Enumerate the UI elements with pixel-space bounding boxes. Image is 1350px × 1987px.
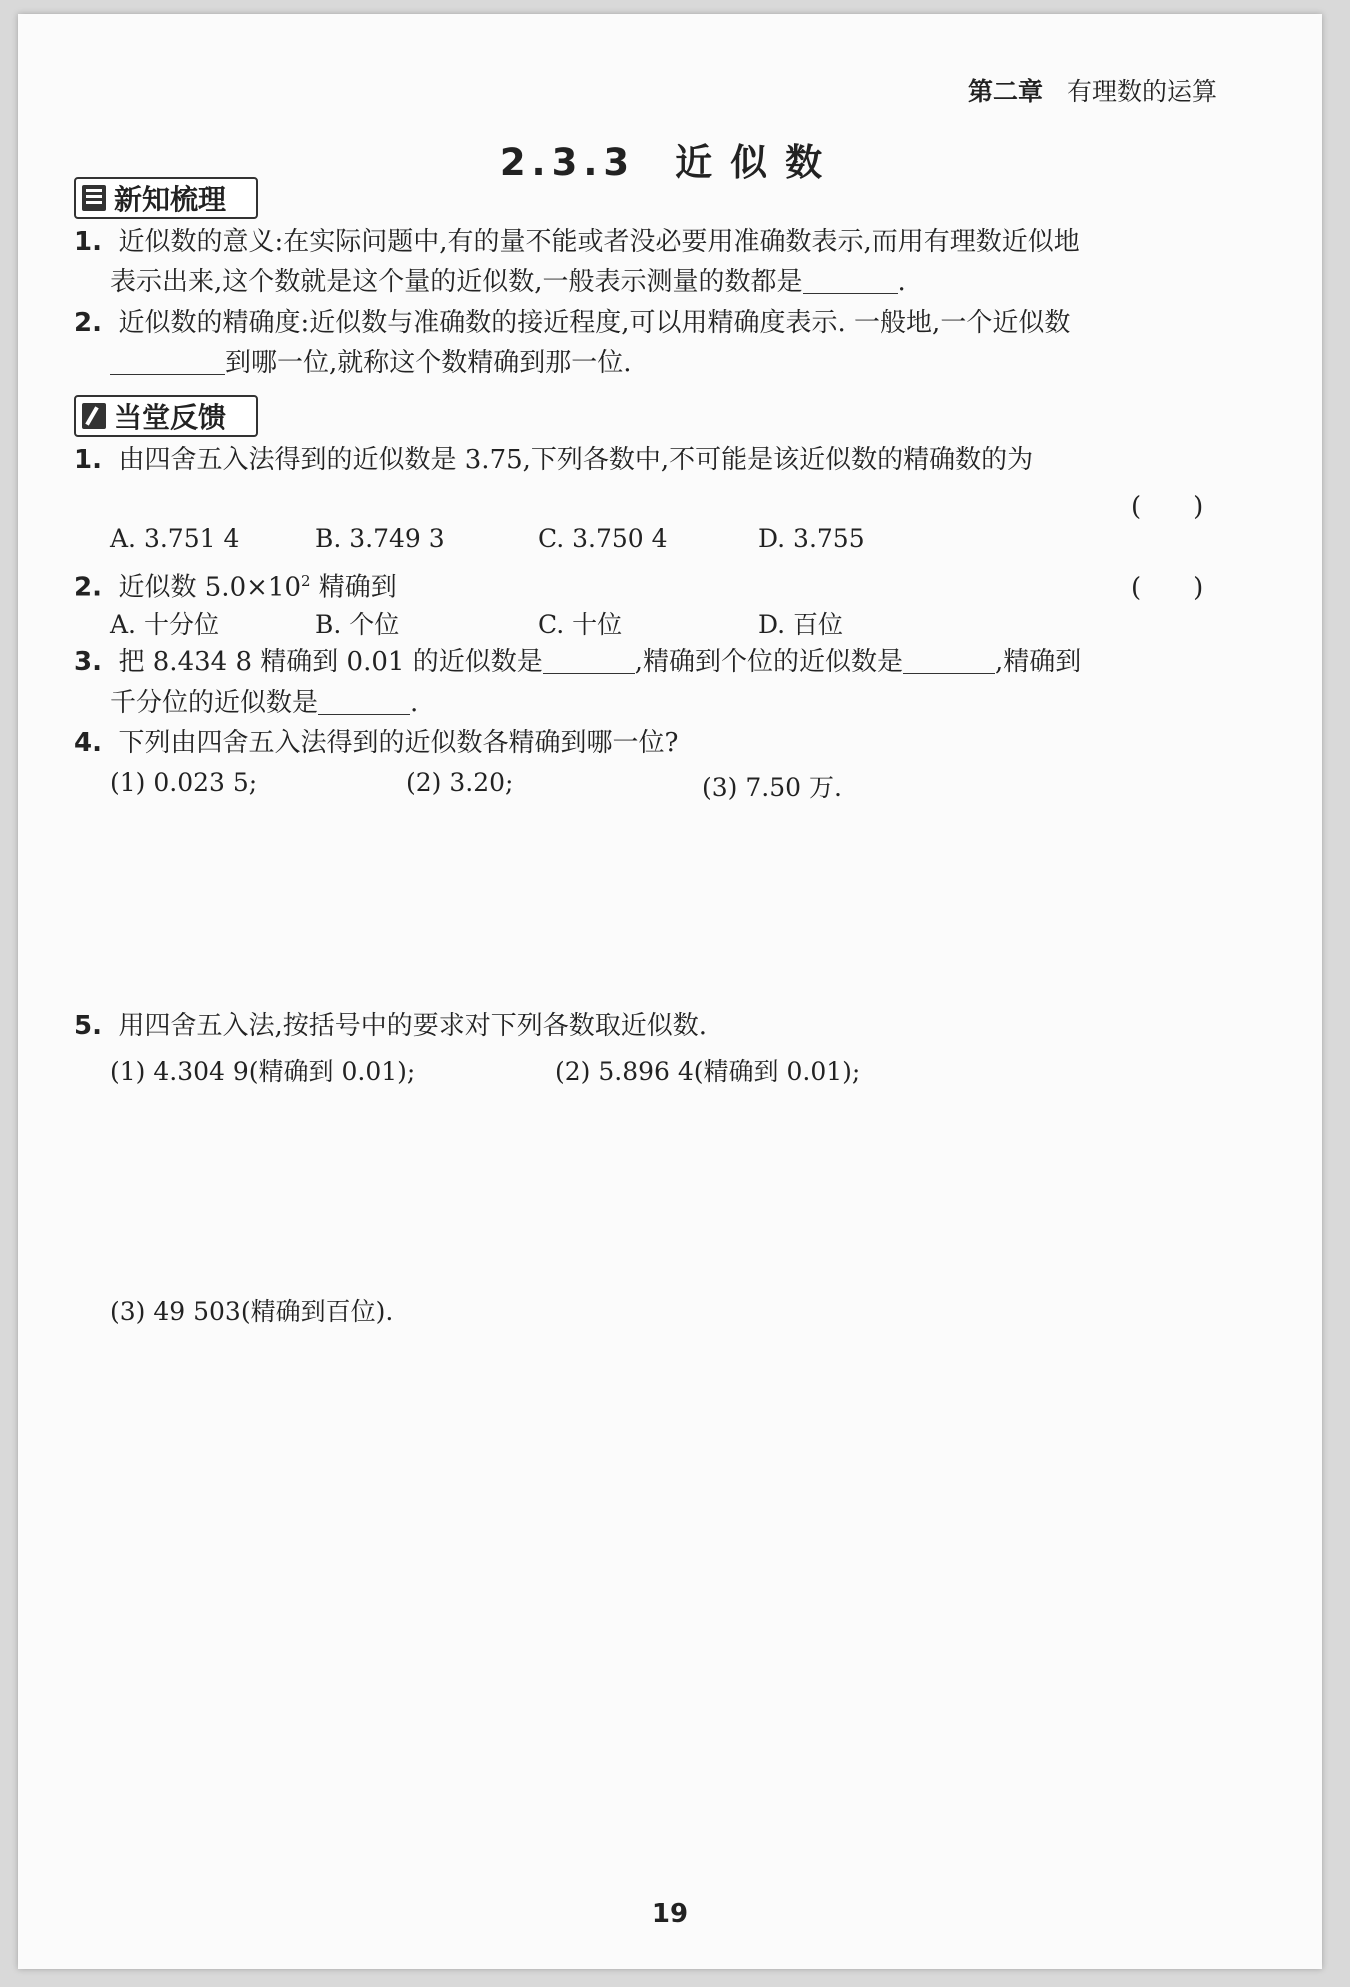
question-number: 3. bbox=[74, 647, 102, 677]
question-1 bbox=[74, 442, 1033, 478]
question-4-text: 下列由四舍五入法得到的近似数各精确到哪一位? bbox=[118, 728, 679, 758]
lesson-name: 近似数 bbox=[675, 141, 841, 184]
option-c[interactable]: C. 3.750 4 bbox=[538, 524, 668, 553]
knowledge-item-1-line-1 bbox=[74, 224, 1080, 260]
item-number: 2. bbox=[74, 308, 102, 338]
question-2 bbox=[74, 563, 397, 606]
question-5 bbox=[74, 1008, 707, 1044]
worksheet-page bbox=[18, 14, 1322, 1969]
section-class-feedback-label: 当堂反馈 bbox=[114, 401, 227, 434]
chapter-title: 有理数的运算 bbox=[1066, 77, 1217, 106]
question-5-text: 用四舍五入法,按括号中的要求对下列各数取近似数. bbox=[118, 1011, 708, 1041]
period: . bbox=[897, 267, 906, 297]
answer-blank[interactable] bbox=[803, 267, 898, 294]
knowledge-item-1-text: 近似数的意义:在实际问题中,有的量不能或者没必要用准确数表示,而用有理数近似地 bbox=[118, 227, 1080, 257]
question-3-text-3: ,精确到 bbox=[994, 647, 1082, 677]
page-number: 19 bbox=[651, 1899, 689, 1929]
question-number: 2. bbox=[74, 572, 102, 603]
question-4 bbox=[74, 725, 678, 761]
question-2-text: 近似数 5.0×10 bbox=[118, 572, 301, 603]
option-b[interactable]: B. 3.749 3 bbox=[315, 524, 445, 553]
chapter-header bbox=[968, 72, 1217, 108]
period: . bbox=[410, 688, 419, 718]
option-d[interactable]: D. 百位 bbox=[758, 610, 844, 639]
option-b[interactable]: B. 个位 bbox=[315, 610, 400, 639]
question-5-sub-3: (3) 49 503(精确到百位). bbox=[110, 1297, 394, 1326]
question-3-line-2 bbox=[110, 685, 418, 721]
section-new-knowledge-label: 新知梳理 bbox=[114, 183, 227, 216]
option-c[interactable]: C. 十位 bbox=[538, 610, 623, 639]
answer-blank[interactable] bbox=[318, 688, 410, 715]
knowledge-item-1-text-2: 表示出来,这个数就是这个量的近似数,一般表示测量的数都是 bbox=[110, 267, 803, 297]
question-3-text-4: 千分位的近似数是 bbox=[110, 688, 319, 718]
pencil-icon bbox=[82, 403, 106, 429]
item-number: 1. bbox=[74, 227, 102, 257]
knowledge-item-2-line-1 bbox=[74, 305, 1070, 341]
section-new-knowledge bbox=[74, 177, 258, 219]
question-number: 5. bbox=[74, 1011, 102, 1041]
question-3-line-1 bbox=[74, 644, 1081, 680]
question-4-sub-2: (2) 3.20; bbox=[406, 768, 514, 797]
question-2-text-2: 精确到 bbox=[310, 572, 397, 603]
question-3-text-2: ,精确到个位的近似数是 bbox=[634, 647, 903, 677]
question-5-sub-2: (2) 5.896 4(精确到 0.01); bbox=[555, 1057, 861, 1086]
chapter-number: 第二章 bbox=[967, 77, 1043, 106]
knowledge-item-1-line-2 bbox=[110, 264, 906, 300]
answer-parentheses[interactable]: ( ) bbox=[1131, 573, 1204, 603]
question-4-sub-3: (3) 7.50 万. bbox=[702, 773, 842, 802]
question-number: 4. bbox=[74, 728, 102, 758]
question-4-sub-1: (1) 0.023 5; bbox=[110, 768, 258, 797]
option-a[interactable]: A. 3.751 4 bbox=[110, 524, 240, 553]
knowledge-item-2-text-2: 到哪一位,就称这个数精确到那一位. bbox=[225, 348, 632, 378]
question-5-sub-1: (1) 4.304 9(精确到 0.01); bbox=[110, 1057, 416, 1086]
option-a[interactable]: A. 十分位 bbox=[110, 610, 219, 639]
section-class-feedback bbox=[74, 395, 258, 437]
option-d[interactable]: D. 3.755 bbox=[758, 524, 865, 553]
answer-blank[interactable] bbox=[110, 348, 225, 375]
question-1-text: 由四舍五入法得到的近似数是 3.75,下列各数中,不可能是该近似数的精确数的为 bbox=[118, 445, 1034, 475]
knowledge-item-2-text: 近似数的精确度:近似数与准确数的接近程度,可以用精确度表示. 一般地,一个近似数 bbox=[118, 308, 1071, 338]
knowledge-item-2-line-2 bbox=[110, 345, 632, 381]
answer-blank[interactable] bbox=[903, 647, 995, 674]
lesson-number: 2.3.3 bbox=[499, 141, 636, 184]
question-3-text: 把 8.434 8 精确到 0.01 的近似数是 bbox=[118, 647, 543, 677]
answer-parentheses[interactable]: ( ) bbox=[1131, 492, 1204, 522]
question-number: 1. bbox=[74, 445, 102, 475]
answer-blank[interactable] bbox=[543, 647, 635, 674]
book-icon bbox=[82, 185, 106, 211]
exponent: 2 bbox=[300, 572, 311, 590]
